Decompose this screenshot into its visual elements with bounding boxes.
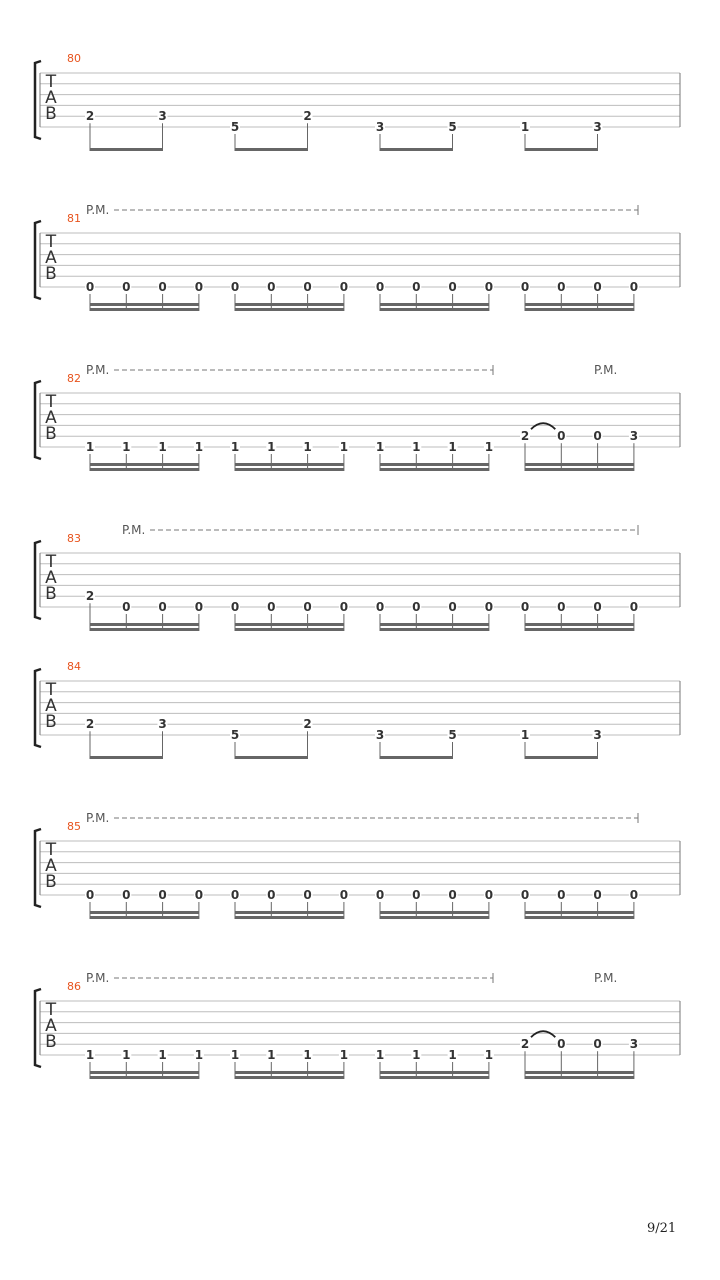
bar-number: 85 bbox=[67, 820, 81, 833]
beam bbox=[90, 1076, 199, 1079]
fret-number: 1 bbox=[484, 1048, 494, 1062]
beam bbox=[235, 1071, 344, 1074]
tab-clef-letter: A bbox=[45, 696, 57, 716]
fret-number: 3 bbox=[629, 1037, 639, 1052]
fret-number: 1 bbox=[194, 440, 204, 454]
fret-number: 0 bbox=[267, 888, 276, 902]
fret-number: 1 bbox=[520, 728, 530, 742]
fret-number: 0 bbox=[303, 600, 312, 614]
beam bbox=[525, 623, 634, 626]
fret-number: 0 bbox=[158, 280, 167, 294]
fret-number: 0 bbox=[230, 280, 240, 294]
fret-number: 2 bbox=[520, 429, 530, 444]
beam bbox=[380, 468, 489, 471]
beam bbox=[380, 916, 489, 919]
beam bbox=[525, 911, 634, 914]
tab-clef-letter: A bbox=[45, 1016, 57, 1036]
fret-number: 1 bbox=[303, 1048, 312, 1062]
beam bbox=[525, 756, 598, 759]
fret-number: 1 bbox=[303, 440, 312, 454]
fret-number: 5 bbox=[448, 120, 457, 134]
fret-number: 0 bbox=[85, 888, 95, 902]
fret-number: 0 bbox=[339, 280, 349, 294]
beam bbox=[235, 303, 344, 306]
palm-mute-label: P.M. bbox=[122, 523, 146, 537]
beam bbox=[525, 916, 634, 919]
tab-clef-letter: T bbox=[45, 680, 57, 700]
tab-clef-letter: T bbox=[45, 72, 57, 92]
beam bbox=[235, 628, 344, 631]
fret-number: 1 bbox=[267, 440, 276, 454]
beam bbox=[380, 623, 489, 626]
tab-clef-letter: A bbox=[45, 568, 57, 588]
beam bbox=[380, 911, 489, 914]
fret-number: 1 bbox=[520, 120, 530, 134]
beam bbox=[90, 308, 199, 311]
fret-number: 1 bbox=[484, 440, 494, 454]
fret-number: 0 bbox=[557, 1037, 566, 1052]
fret-number: 0 bbox=[158, 888, 167, 902]
fret-number: 1 bbox=[158, 1048, 167, 1062]
beam bbox=[525, 303, 634, 306]
fret-number: 0 bbox=[412, 280, 421, 294]
fret-number: 0 bbox=[629, 888, 639, 902]
palm-mute-label: P.M. bbox=[594, 971, 618, 985]
beam bbox=[525, 308, 634, 311]
fret-number: 0 bbox=[484, 280, 494, 294]
fret-number: 0 bbox=[629, 280, 639, 294]
fret-number: 0 bbox=[557, 888, 566, 902]
bar-number: 83 bbox=[67, 532, 81, 545]
beam bbox=[525, 468, 634, 471]
fret-number: 3 bbox=[593, 728, 602, 742]
fret-number: 1 bbox=[448, 1048, 457, 1062]
tab-clef-letter: B bbox=[45, 712, 57, 732]
fret-number: 0 bbox=[339, 600, 349, 614]
beam bbox=[380, 303, 489, 306]
fret-number: 1 bbox=[158, 440, 167, 454]
fret-number: 0 bbox=[267, 280, 276, 294]
beam bbox=[380, 308, 489, 311]
bar-number: 86 bbox=[67, 980, 81, 993]
beam bbox=[90, 303, 199, 306]
tie-arc bbox=[531, 1031, 555, 1037]
fret-number: 5 bbox=[230, 728, 240, 742]
beam bbox=[90, 148, 163, 151]
fret-number: 0 bbox=[194, 600, 204, 614]
beam bbox=[235, 911, 344, 914]
beam bbox=[235, 463, 344, 466]
fret-number: 1 bbox=[230, 440, 240, 454]
tab-clef-letter: T bbox=[45, 1000, 57, 1020]
staff-system bbox=[35, 363, 680, 471]
tab-clef-letter: T bbox=[45, 840, 57, 860]
beam bbox=[90, 463, 199, 466]
beam bbox=[525, 148, 598, 151]
beam bbox=[235, 623, 344, 626]
fret-number: 0 bbox=[85, 280, 95, 294]
beam bbox=[380, 463, 489, 466]
fret-number: 1 bbox=[412, 1048, 421, 1062]
fret-number: 0 bbox=[557, 280, 566, 294]
staff-system bbox=[35, 660, 680, 759]
beam bbox=[90, 911, 199, 914]
beam bbox=[525, 628, 634, 631]
staff-system bbox=[35, 971, 680, 1079]
fret-number: 3 bbox=[158, 109, 167, 124]
fret-number: 1 bbox=[122, 440, 131, 454]
fret-number: 1 bbox=[339, 440, 349, 454]
tab-clef-letter: A bbox=[45, 856, 57, 876]
beam bbox=[90, 468, 199, 471]
fret-number: 2 bbox=[85, 717, 95, 732]
fret-number: 5 bbox=[448, 728, 457, 742]
fret-number: 0 bbox=[593, 888, 602, 902]
bar-number: 81 bbox=[67, 212, 81, 225]
beam bbox=[90, 1071, 199, 1074]
palm-mute-label: P.M. bbox=[86, 971, 110, 985]
fret-number: 2 bbox=[85, 109, 95, 124]
fret-number: 0 bbox=[412, 888, 421, 902]
fret-number: 0 bbox=[339, 888, 349, 902]
beam bbox=[90, 623, 199, 626]
palm-mute-label: P.M. bbox=[86, 203, 110, 217]
tab-clef-letter: B bbox=[45, 104, 57, 124]
fret-number: 0 bbox=[303, 888, 312, 902]
beam bbox=[235, 756, 308, 759]
fret-number: 3 bbox=[593, 120, 602, 134]
fret-number: 0 bbox=[484, 888, 494, 902]
bar-number: 82 bbox=[67, 372, 81, 385]
staff-system bbox=[35, 52, 680, 151]
fret-number: 0 bbox=[230, 888, 240, 902]
fret-number: 0 bbox=[267, 600, 276, 614]
tab-clef-letter: T bbox=[45, 552, 57, 572]
tie-arc bbox=[531, 423, 555, 429]
fret-number: 3 bbox=[629, 429, 639, 444]
fret-number: 0 bbox=[448, 280, 457, 294]
beam bbox=[235, 916, 344, 919]
tab-clef-letter: B bbox=[45, 584, 57, 604]
beam bbox=[90, 756, 163, 759]
fret-number: 3 bbox=[375, 728, 385, 742]
fret-number: 0 bbox=[557, 600, 566, 614]
fret-number: 0 bbox=[593, 280, 602, 294]
fret-number: 0 bbox=[375, 600, 385, 614]
fret-number: 1 bbox=[267, 1048, 276, 1062]
fret-number: 0 bbox=[375, 280, 385, 294]
fret-number: 1 bbox=[194, 1048, 204, 1062]
staff-system bbox=[35, 811, 680, 919]
palm-mute-label: P.M. bbox=[594, 363, 618, 377]
fret-number: 0 bbox=[629, 600, 639, 614]
tab-clef-letter: B bbox=[45, 872, 57, 892]
fret-number: 2 bbox=[303, 109, 312, 124]
beam bbox=[90, 916, 199, 919]
fret-number: 0 bbox=[122, 600, 131, 614]
fret-number: 0 bbox=[520, 600, 530, 614]
fret-number: 0 bbox=[593, 600, 602, 614]
tab-clef-letter: T bbox=[45, 392, 57, 412]
fret-number: 1 bbox=[85, 440, 95, 454]
fret-number: 0 bbox=[194, 888, 204, 902]
fret-number: 0 bbox=[448, 888, 457, 902]
fret-number: 0 bbox=[158, 600, 167, 614]
beam bbox=[380, 1076, 489, 1079]
fret-number: 0 bbox=[303, 280, 312, 294]
fret-number: 0 bbox=[122, 280, 131, 294]
beam bbox=[235, 468, 344, 471]
beam bbox=[235, 148, 308, 151]
fret-number: 5 bbox=[230, 120, 240, 134]
fret-number: 0 bbox=[520, 280, 530, 294]
fret-number: 1 bbox=[375, 440, 385, 454]
beam bbox=[235, 1076, 344, 1079]
fret-number: 3 bbox=[375, 120, 385, 134]
beam bbox=[235, 308, 344, 311]
fret-number: 1 bbox=[339, 1048, 349, 1062]
fret-number: 0 bbox=[484, 600, 494, 614]
fret-number: 1 bbox=[85, 1048, 95, 1062]
page-number: 9/21 bbox=[647, 1221, 677, 1236]
palm-mute-label: P.M. bbox=[86, 811, 110, 825]
beam bbox=[90, 628, 199, 631]
staff-system bbox=[35, 203, 680, 311]
fret-number: 0 bbox=[593, 429, 602, 444]
tab-clef-letter: B bbox=[45, 424, 57, 444]
tab-clef-letter: A bbox=[45, 408, 57, 428]
fret-number: 0 bbox=[412, 600, 421, 614]
fret-number: 2 bbox=[520, 1037, 530, 1052]
beam bbox=[380, 756, 453, 759]
fret-number: 3 bbox=[158, 717, 167, 732]
fret-number: 2 bbox=[303, 717, 312, 732]
fret-number: 1 bbox=[122, 1048, 131, 1062]
palm-mute-label: P.M. bbox=[86, 363, 110, 377]
fret-number: 2 bbox=[85, 589, 95, 604]
fret-number: 1 bbox=[375, 1048, 385, 1062]
fret-number: 1 bbox=[448, 440, 457, 454]
staff-system bbox=[35, 523, 680, 631]
fret-number: 0 bbox=[448, 600, 457, 614]
beam bbox=[525, 1071, 634, 1074]
bar-number: 80 bbox=[67, 52, 81, 65]
fret-number: 0 bbox=[557, 429, 566, 444]
fret-number: 0 bbox=[520, 888, 530, 902]
beam bbox=[380, 148, 453, 151]
fret-number: 0 bbox=[230, 600, 240, 614]
tab-clef-letter: B bbox=[45, 264, 57, 284]
fret-number: 0 bbox=[593, 1037, 602, 1052]
fret-number: 1 bbox=[412, 440, 421, 454]
beam bbox=[380, 628, 489, 631]
beam bbox=[525, 463, 634, 466]
fret-number: 0 bbox=[122, 888, 131, 902]
tab-clef-letter: A bbox=[45, 88, 57, 108]
tab-clef-letter: T bbox=[45, 232, 57, 252]
tab-clef-letter: A bbox=[45, 248, 57, 268]
tab-clef-letter: B bbox=[45, 1032, 57, 1052]
beam bbox=[525, 1076, 634, 1079]
beam bbox=[380, 1071, 489, 1074]
fret-number: 0 bbox=[375, 888, 385, 902]
fret-number: 1 bbox=[230, 1048, 240, 1062]
fret-number: 0 bbox=[194, 280, 204, 294]
bar-number: 84 bbox=[67, 660, 81, 673]
